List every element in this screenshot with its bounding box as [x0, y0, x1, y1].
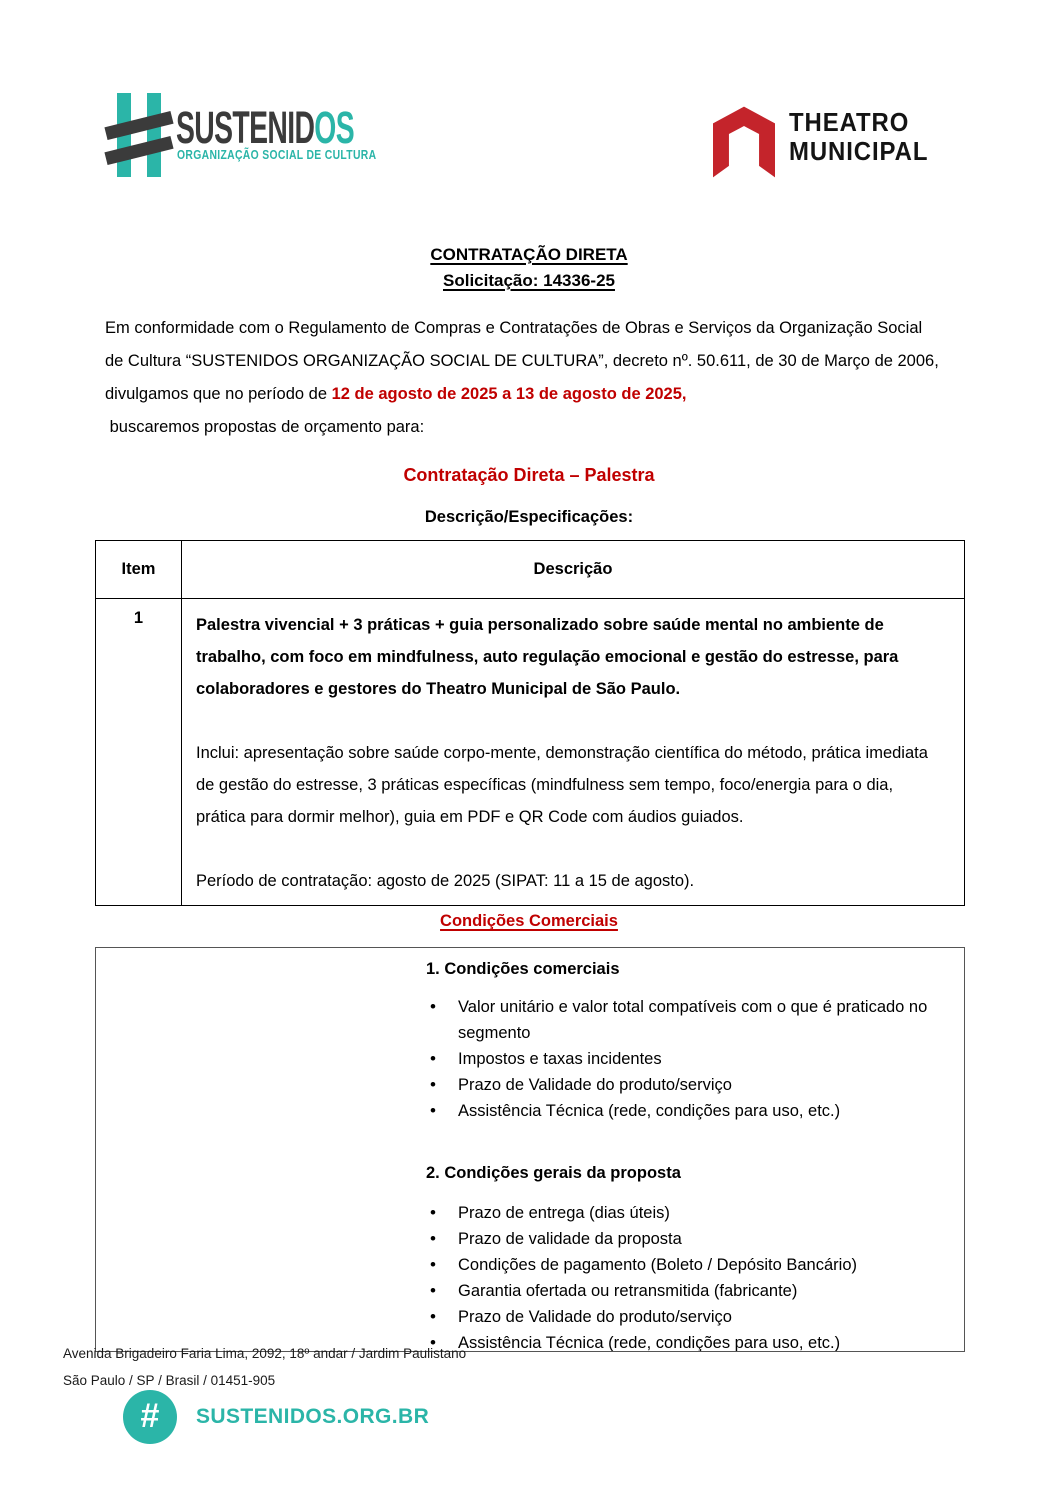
footer-address: [63, 1340, 466, 1394]
description-paragraph3: Período de contratação: agosto de 2025 (SIPAT: 11 a 15 de agosto).: [196, 872, 695, 890]
footer-address-line2: São Paulo / SP / Brasil / 01451-905: [63, 1373, 276, 1388]
description-cell: [182, 599, 965, 906]
theatro-wordmark-line2: MUNICIPAL: [789, 136, 929, 166]
conditions-section1-title: 1. Condições comerciais: [426, 960, 620, 978]
theatro-wordmark-line1: THEATRO: [789, 107, 910, 137]
document-title-line1: CONTRATAÇÃO DIRETA: [430, 245, 628, 264]
list-item: • Prazo de entrega (dias úteis): [426, 1200, 944, 1226]
footer-address-line1: Avenida Brigadeiro Faria Lima, 2092, 18º andar / Jardim Paulistano: [63, 1346, 467, 1361]
conditions-section2-title: 2. Condições gerais da proposta: [426, 1164, 681, 1182]
list-item: • Impostos e taxas incidentes: [426, 1046, 944, 1072]
theatro-arch-icon: [713, 106, 775, 178]
spec-table-header-row: [96, 541, 965, 599]
item-number-cell: 1: [96, 599, 182, 906]
intro-paragraph: [105, 312, 943, 444]
sustenidos-wordmark: [176, 102, 355, 153]
document-title-line2: Solicitação: 14336-25: [443, 271, 615, 290]
spec-table: [95, 540, 965, 906]
list-item: • Assistência Técnica (rede, condições para uso, etc.): [426, 1098, 944, 1124]
list-item: • Assistência Técnica (rede, condições para uso, etc.): [426, 1330, 944, 1352]
list-item: • Prazo de validade da proposta: [426, 1226, 944, 1252]
description-bold-paragraph: Palestra vivencial + 3 práticas + guia personalizado sobre saúde mental no ambiente de trabalho, com foco em mindfulness, auto regulação emocional e gestão do estresse, para colaboradores e gestores do Theatro Municipal de São Paulo.: [196, 616, 899, 698]
spec-heading: Descrição/Especificações:: [424, 508, 634, 526]
sustenidos-hash-icon: [110, 93, 170, 177]
spec-table-header-item: Item: [96, 541, 182, 599]
table-row: [96, 599, 965, 906]
commercial-conditions-heading-text: Condições Comerciais: [440, 912, 618, 930]
theatro-wordmark: [789, 108, 928, 166]
intro-date-highlight: 12 de agosto de 2025 a 13 de agosto de 2025,: [331, 385, 687, 403]
conditions-section2-list: [426, 1200, 944, 1352]
intro-text-part2: buscaremos propostas de orçamento para:: [105, 418, 425, 436]
sustenidos-logo: [110, 93, 400, 183]
commercial-conditions-heading: [0, 912, 1058, 931]
list-item: • Prazo de Validade do produto/serviço: [426, 1304, 944, 1330]
spec-table-header-description: Descrição: [182, 541, 965, 599]
section-heading: Contratação Direta – Palestra: [403, 465, 655, 485]
list-item: • Prazo de Validade do produto/serviço: [426, 1072, 944, 1098]
sustenidos-wordmark-main: SUSTENID: [176, 102, 315, 153]
conditions-box: [95, 947, 965, 1352]
theatro-municipal-logo: [713, 102, 963, 182]
hashtag-circle-icon: #: [123, 1390, 177, 1444]
list-item: • Valor unitário e valor total compatíveis com o que é praticado no segmento: [426, 994, 944, 1046]
document-title: [0, 242, 1058, 294]
conditions-section1-list: [426, 994, 944, 1124]
footer-site-text: SUSTENIDOS.ORG.BR: [196, 1405, 430, 1428]
intro-text-part1: Em conformidade com o Regulamento de Compras e Contratações de Obras e Serviços da Organização Social de Cultura “SUSTENIDOS ORGANIZAÇÃO SOCIAL DE CULTURA”, decreto nº. 50.611, de 30 de Março de 2006, divulgamos que no período de: [105, 319, 939, 403]
list-item: • Condições de pagamento (Boleto / Depósito Bancário): [426, 1252, 944, 1278]
list-item: • Garantia ofertada ou retransmitida (fabricante): [426, 1278, 944, 1304]
description-paragraph2: Inclui: apresentação sobre saúde corpo-mente, demonstração científica do método, prática imediata de gestão do estresse, 3 práticas específicas (mindfulness sem tempo, foco/energia para o dia, prática para dormir melhor), guia em PDF e QR Code com áudios guiados.: [196, 744, 928, 826]
sustenidos-tagline: ORGANIZAÇÃO SOCIAL DE CULTURA: [177, 148, 377, 162]
sustenidos-wordmark-accent: OS: [314, 102, 355, 153]
